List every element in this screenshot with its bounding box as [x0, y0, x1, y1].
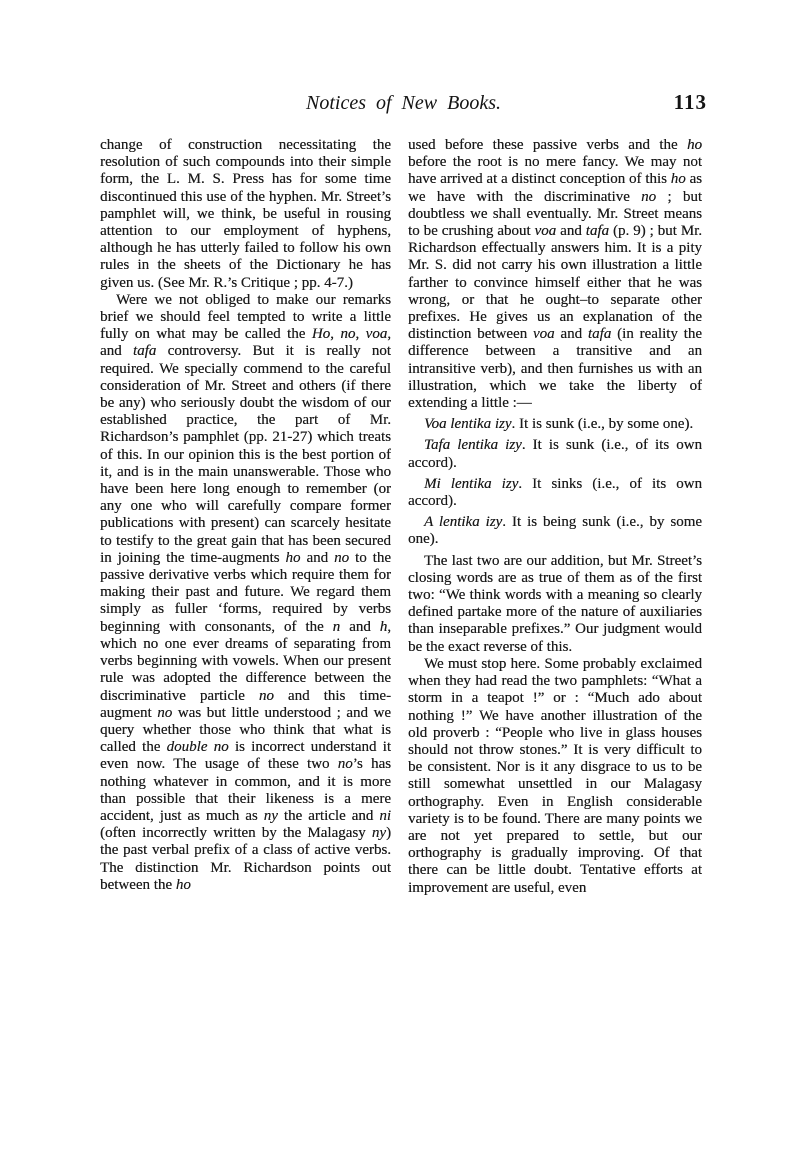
page-header [100, 92, 707, 120]
paragraph: We must stop here. Some probably exclaimed when they had read the two pamphlets: “What a storm in a teapot !” or : “Much ado about nothing !” We have another illustration of the old proverb : “People who live in glass houses should not throw stones.” It is very difficult to be consistent. Nor is it any disgrace to us to be still somewhat unsettled in our Malagasy orthography. Even in English considerable variety is to be found. There are many points we are not yet prepared to settle, but our orthography is gradually improving. Of that there can be little doubt. Tentative efforts at improvement are useful, even [408, 655, 702, 896]
paragraph: Voa lentika izy. It is sunk (i.e., by some one). [424, 416, 694, 433]
paragraph: The last two are our addition, but Mr. Street’s closing words are as true of them as of the first two: “We think words with a meaning so clearly defined partake more of the nature of auxiliaries than inseparable prefixes.” Our judgment would be the exact reverse of this. [408, 552, 702, 655]
running-head-title: Notices of New Books. [306, 92, 501, 114]
page-number: 113 [673, 90, 707, 114]
paragraph: Were we not obliged to make our remarks brief we should feel tempted to write a little fully on what may be called the Ho, no, voa, and tafa controversy. But it is really not required. We specially commend to the careful consideration of Mr. Street and others (if there be any) who seriously doubt the wisdom of our established practice, the part of Mr. Richardson’s pamphlet (pp. 21-27) which treats of this. In our opinion this is the best portion of it, and is in the main unanswerable. Those who have been here long enough to remember (or any one who will carefully compare former publications with present) can scarcely hesitate to testify to the great gain that has been secured in joining the time-augments ho and no to the passive derivative verbs which require them for making their past and future. We regard them simply as fuller ‘forms, required by verbs beginning with consonants, of the n and h, which no one ever dreams of separating from verbs beginning with vowels. When our present rule was adopted the difference between the discriminative particle no and this time-augment no was but little understood ; and we query whether those who think that what is called the double no is incorrect understand it even now. The usage of these two no’s has nothing whatever in common, and it is more than possible that their likeness is a mere accident, just as much as ny the article and ni (often incorrectly written by the Malagasy ny) the past verbal prefix of a class of active verbs. The distinction Mr. Richardson points out between the ho [100, 291, 391, 893]
paragraph: Tafa lentika izy. It is sunk (i.e., of its own accord). [408, 437, 702, 471]
right-text-column [408, 137, 702, 1079]
paragraph: used before these passive verbs and the ho before the root is no mere fancy. We may not have arrived at a distinct conception of this ho as we have with the discriminative no ; but doubtless we shall eventually. Mr. Street means to be crushing about voa and tafa (p. 9) ; but Mr. Richardson effectually answers him. It is a pity Mr. S. did not carry his own illustration a little farther to convince himself either that he was wrong, or that he ought–to separate other prefixes. He gives us an explanation of the distinction between voa and tafa (in reality the difference between a transitive and an intransitive verb), and then furnishes us with an illustration, which we take the liberty of extending a little :— [408, 137, 702, 412]
left-text-column [100, 137, 391, 1079]
paragraph: A lentika izy. It is being sunk (i.e., by some one). [408, 514, 702, 548]
paragraph: Mi lentika izy. It sinks (i.e., of its own accord). [408, 475, 702, 510]
paragraph: change of construction necessitating the resolution of such compounds into their simple form, the L. M. S. Press has for some time discontinued this use of the hyphen. Mr. Street’s pamphlet will, we think, be useful in rousing attention to our employment of hyphens, although he has utterly failed to follow his own rules in the sheets of the Dictionary he has given us. (See Mr. R.’s Critique ; pp. 4-7.) [100, 137, 391, 291]
